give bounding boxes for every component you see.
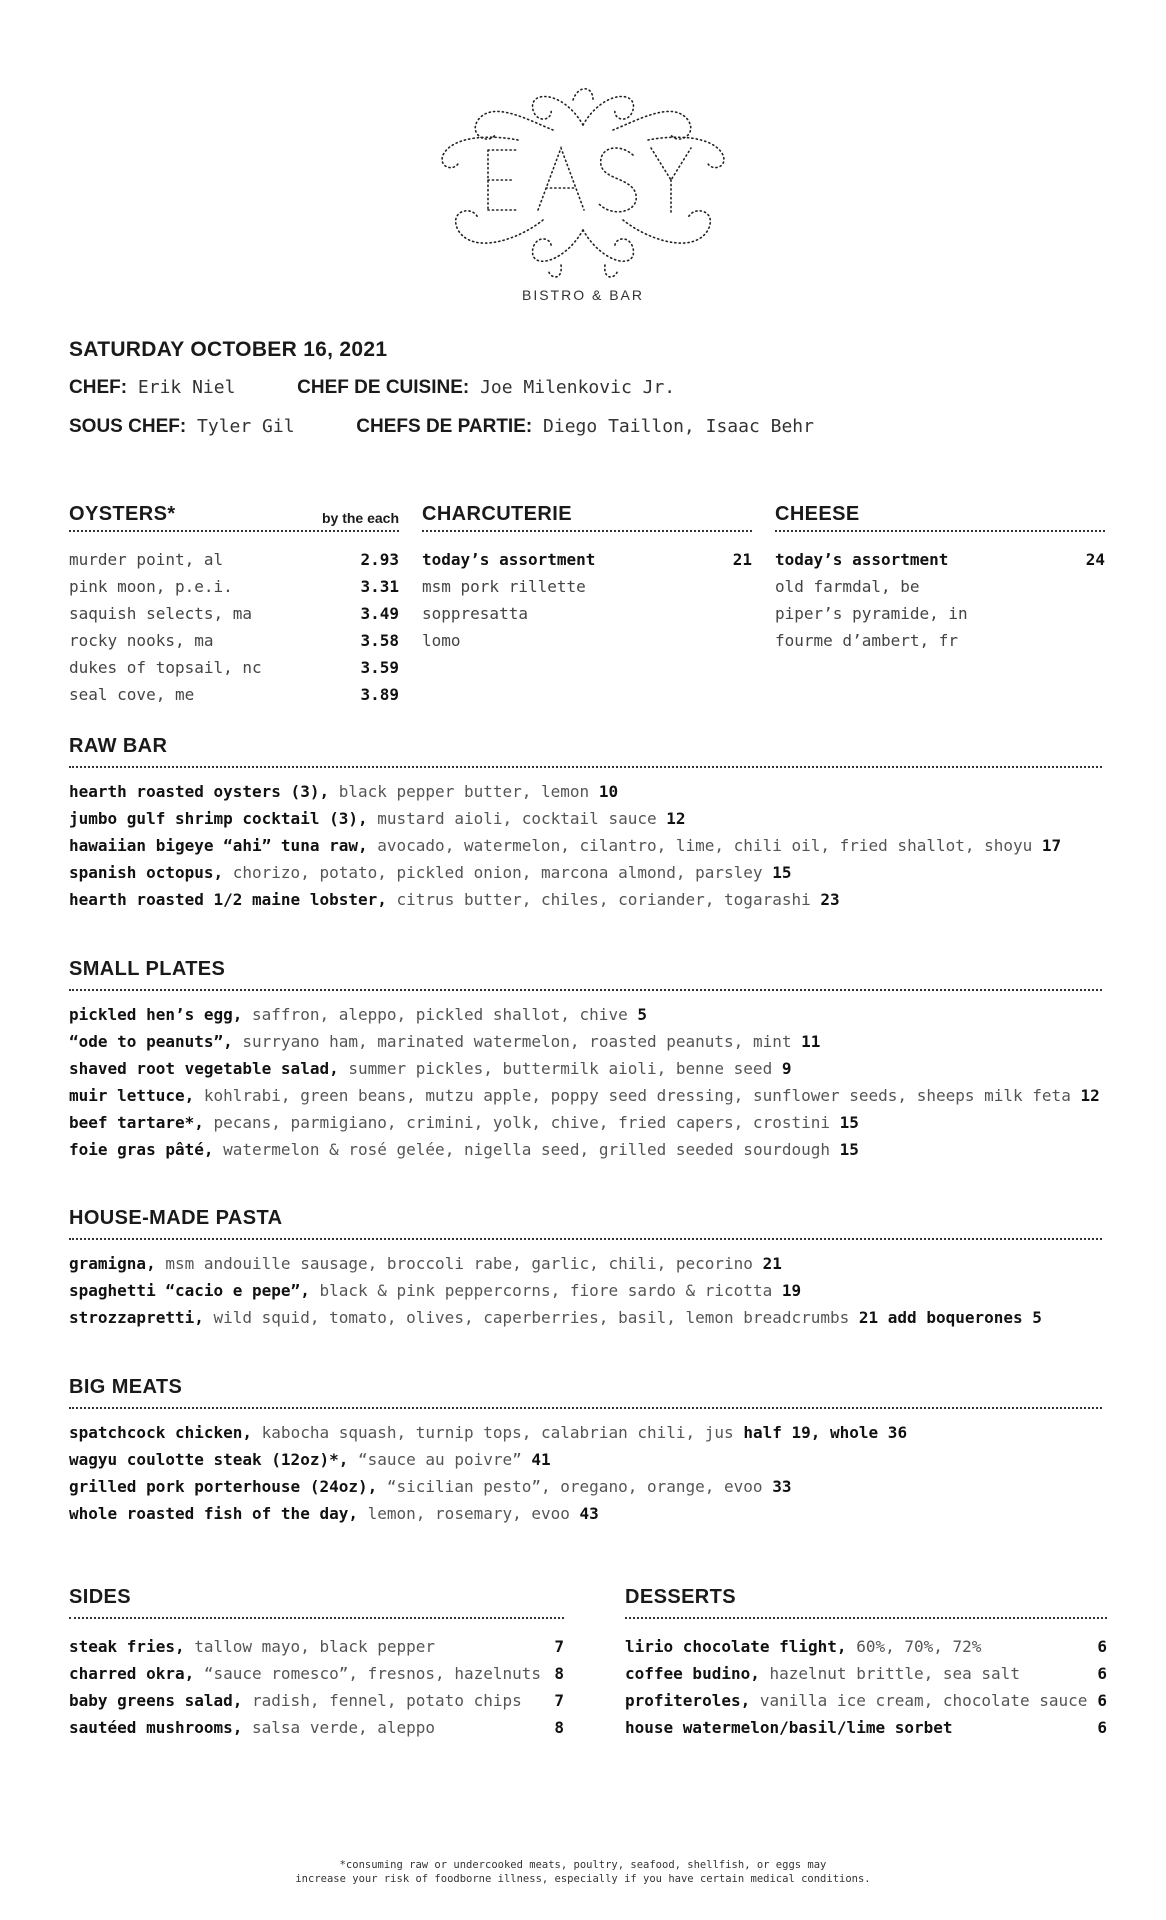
menu-item: [69, 1028, 1102, 1055]
list-item: [69, 627, 399, 654]
item-name: piper’s pyramide, in: [775, 604, 968, 623]
menu-item: [69, 1055, 1102, 1082]
dish-text: [625, 1633, 981, 1660]
dish-price: 6: [1097, 1637, 1107, 1656]
list-item: [69, 600, 399, 627]
raw-bar-section: [69, 735, 1102, 913]
staff-name: Tyler Gil: [197, 416, 295, 437]
disclaimer-line: increase your risk of foodborne illness, especially if you have certain medical conditions.: [295, 1873, 871, 1885]
list-item: [422, 573, 752, 600]
dish-price: 21: [762, 1254, 782, 1273]
item-price: 24: [1085, 550, 1105, 569]
dish-description: black & pink peppercorns, fiore sardo & ricotta: [309, 1281, 782, 1300]
cheese-list: [775, 546, 1105, 654]
menu-item: [69, 805, 1102, 832]
charcuterie-list: [422, 546, 752, 654]
list-item: [775, 546, 1105, 573]
cheese-section: [775, 503, 1105, 654]
menu-item: [69, 1714, 564, 1741]
menu-item: [69, 1419, 1102, 1446]
menu-item: [625, 1714, 1107, 1741]
menu-date: SATURDAY OCTOBER 16, 2021: [69, 338, 388, 361]
menu-header: [69, 338, 1109, 453]
dish-price: 17: [1041, 836, 1062, 855]
dish-description: “sauce romesco”, fresnos, hazelnuts: [194, 1664, 542, 1683]
dish-description: wild squid, tomato, olives, caperberries, basil, lemon breadcrumbs: [203, 1308, 859, 1327]
item-price: 3.89: [360, 685, 399, 704]
list-item: [422, 600, 752, 627]
dish-text: [625, 1660, 1020, 1687]
menu-item: [69, 1304, 1102, 1331]
dish-description: summer pickles, buttermilk aioli, benne seed: [338, 1059, 782, 1078]
section-title: HOUSE-MADE PASTA: [69, 1207, 283, 1229]
dish-price: 12: [666, 809, 686, 828]
dish-description: citrus butter, chiles, coriander, togarashi: [386, 890, 821, 909]
dish-name: strozzapretti,: [69, 1308, 204, 1327]
dish-description: avocado, watermelon, cilantro, lime, chili oil, fried shallot, shoyu: [367, 836, 1042, 855]
section-title: SMALL PLATES: [69, 958, 226, 980]
menu-item: [69, 1660, 564, 1687]
big-meats-list: [69, 1419, 1102, 1527]
sides-section: [69, 1586, 564, 1741]
dish-name: hearth roasted oysters (3),: [69, 782, 330, 801]
dish-description: msm andouille sausage, broccoli rabe, garlic, chili, pecorino: [155, 1254, 763, 1273]
section-note: by the each: [321, 510, 399, 526]
list-item: [775, 627, 1105, 654]
dish-description: kohlrabi, green beans, mutzu apple, poppy seed dressing, sunflower seeds, sheeps milk feta: [194, 1086, 1081, 1105]
section-title: BIG MEATS: [69, 1376, 183, 1398]
dish-name: muir lettuce,: [69, 1086, 195, 1105]
dish-price: 33: [772, 1477, 792, 1496]
small-plates-list: [69, 1001, 1102, 1163]
dish-price: 21 add boquerones 5: [858, 1308, 1042, 1327]
list-item: [69, 681, 399, 708]
dish-description: pecans, parmigiano, crimini, yolk, chive, fried capers, crostini: [203, 1113, 840, 1132]
menu-item: [69, 1500, 1102, 1527]
section-heading: [775, 503, 1105, 532]
dish-name: profiteroles,: [625, 1691, 751, 1710]
dish-description: radish, fennel, potato chips: [242, 1691, 522, 1710]
dish-name: spanish octopus,: [69, 863, 224, 882]
item-name: seal cove, me: [69, 685, 195, 704]
disclaimer-line: *consuming raw or undercooked meats, poultry, seafood, shellfish, or eggs may: [339, 1859, 827, 1871]
health-disclaimer: [183, 1858, 983, 1886]
item-price: 2.93: [360, 550, 399, 569]
logo: [433, 80, 733, 280]
item-name: dukes of topsail, nc: [69, 658, 262, 677]
item-name: msm pork rillette: [422, 577, 586, 596]
section-heading: [69, 503, 399, 532]
menu-item: [69, 1473, 1102, 1500]
dish-text: [69, 1687, 522, 1714]
staff-line-1: [69, 375, 1109, 401]
item-price: 3.31: [360, 577, 399, 596]
dish-name: shaved root vegetable salad,: [69, 1059, 339, 1078]
dish-name: pickled hen’s egg,: [69, 1005, 243, 1024]
section-title: SIDES: [69, 1586, 132, 1608]
staff-name: Joe Milenkovic Jr.: [480, 377, 676, 398]
section-heading: [69, 1376, 1102, 1409]
dish-name: grilled pork porterhouse (24oz),: [69, 1477, 378, 1496]
dish-price: 43: [579, 1504, 599, 1523]
dish-description: tallow mayo, black pepper: [184, 1637, 436, 1656]
section-title: OYSTERS*: [69, 503, 176, 525]
dish-price: 6: [1097, 1691, 1107, 1710]
dish-description: chorizo, potato, pickled onion, marcona almond, parsley: [223, 863, 773, 882]
section-heading: [422, 503, 752, 532]
dish-name: hearth roasted 1/2 maine lobster,: [69, 890, 387, 909]
staff-name: Diego Taillon, Isaac Behr: [543, 416, 814, 437]
list-item: [775, 573, 1105, 600]
dish-price: 23: [820, 890, 840, 909]
item-name: pink moon, p.e.i.: [69, 577, 233, 596]
item-name: rocky nooks, ma: [69, 631, 214, 650]
dish-name: gramigna,: [69, 1254, 156, 1273]
menu-item: [625, 1633, 1107, 1660]
dish-description: lemon, rosemary, evoo: [357, 1504, 580, 1523]
dish-price: 5: [637, 1005, 647, 1024]
pasta-section: [69, 1207, 1102, 1331]
logo-emblem: [433, 80, 733, 280]
item-price: 3.58: [360, 631, 399, 650]
list-item: [422, 627, 752, 654]
dish-text: [69, 1660, 541, 1687]
dish-name: baby greens salad,: [69, 1691, 243, 1710]
dish-name: foie gras pâté,: [69, 1140, 214, 1159]
item-price: 3.59: [360, 658, 399, 677]
staff-line-2: [69, 414, 1109, 440]
dish-price: 19: [781, 1281, 802, 1300]
dish-name: sautéed mushrooms,: [69, 1718, 243, 1737]
section-heading: [625, 1586, 1107, 1619]
dish-description: “sauce au poivre”: [348, 1450, 532, 1469]
sides-list: [69, 1633, 564, 1741]
dish-description: 60%, 70%, 72%: [846, 1637, 982, 1656]
desserts-section: [625, 1586, 1107, 1741]
dish-description: saffron, aleppo, pickled shallot, chive: [242, 1005, 638, 1024]
dish-price: half 19, whole 36: [743, 1423, 908, 1442]
raw-bar-list: [69, 778, 1102, 913]
dish-text: [69, 1714, 435, 1741]
menu-item: [69, 1633, 564, 1660]
dish-price: 41: [531, 1450, 551, 1469]
section-heading: [69, 958, 1102, 991]
dish-price: 9: [781, 1059, 792, 1078]
menu-item: [69, 778, 1102, 805]
menu-item: [69, 1446, 1102, 1473]
dish-name: jumbo gulf shrimp cocktail (3),: [69, 809, 368, 828]
dish-description: watermelon & rosé gelée, nigella seed, grilled seeded sourdough: [213, 1140, 840, 1159]
dish-price: 11: [801, 1032, 821, 1051]
menu-item: [625, 1687, 1107, 1714]
dish-name: lirio chocolate flight,: [625, 1637, 847, 1656]
dish-name: spaghetti “cacio e pepe”,: [69, 1281, 310, 1300]
item-name: fourme d’ambert, fr: [775, 631, 959, 650]
staff-role: CHEFS DE PARTIE:: [356, 416, 533, 437]
staff-name: Erik Niel: [137, 377, 236, 398]
dish-name: spatchcock chicken,: [69, 1423, 253, 1442]
dish-name: steak fries,: [69, 1637, 185, 1656]
dish-price: 8: [554, 1664, 564, 1683]
logo-tagline: BISTRO & BAR: [521, 287, 645, 303]
dish-price: 6: [1097, 1664, 1107, 1683]
dish-description: “sicilian pesto”, oregano, orange, evoo: [377, 1477, 773, 1496]
menu-item: [69, 1109, 1102, 1136]
item-price: 21: [732, 550, 752, 569]
dish-description: mustard aioli, cocktail sauce: [367, 809, 667, 828]
dish-price: 10: [598, 782, 619, 801]
item-name: old farmdal, be: [775, 577, 920, 596]
dish-name: house watermelon/basil/lime sorbet: [625, 1718, 953, 1737]
big-meats-section: [69, 1376, 1102, 1527]
list-item: [422, 546, 752, 573]
section-title: DESSERTS: [625, 1586, 737, 1608]
menu-item: [69, 859, 1102, 886]
dish-name: hawaiian bigeye “ahi” tuna raw,: [69, 836, 368, 855]
pasta-list: [69, 1250, 1102, 1331]
dish-text: [625, 1687, 1087, 1714]
dish-price: 7: [554, 1637, 564, 1656]
dish-description: kabocha squash, turnip tops, calabrian chili, jus: [252, 1423, 744, 1442]
dish-name: “ode to peanuts”,: [69, 1032, 233, 1051]
item-name: today’s assortment: [775, 550, 949, 569]
dish-description: salsa verde, aleppo: [242, 1718, 436, 1737]
menu-item: [69, 1277, 1102, 1304]
dish-price: 7: [554, 1691, 564, 1710]
dish-price: 12: [1080, 1086, 1100, 1105]
menu-item: [69, 1001, 1102, 1028]
list-item: [775, 600, 1105, 627]
menu-item: [69, 1136, 1102, 1163]
menu-item: [69, 832, 1102, 859]
small-plates-section: [69, 958, 1102, 1163]
list-item: [69, 573, 399, 600]
staff-role: SOUS CHEF:: [69, 416, 187, 437]
dish-name: coffee budino,: [625, 1664, 760, 1683]
menu-item: [69, 1687, 564, 1714]
menu-item: [69, 886, 1102, 913]
dish-name: charred okra,: [69, 1664, 195, 1683]
menu-item: [69, 1250, 1102, 1277]
item-name: murder point, al: [69, 550, 224, 569]
item-name: today’s assortment: [422, 550, 596, 569]
dish-name: wagyu coulotte steak (12oz)*,: [69, 1450, 349, 1469]
item-price: 3.49: [360, 604, 399, 623]
section-heading: [69, 1586, 564, 1619]
oysters-section: [69, 503, 399, 708]
menu-item: [625, 1660, 1107, 1687]
dish-price: 6: [1097, 1718, 1107, 1737]
dish-description: hazelnut brittle, sea salt: [759, 1664, 1020, 1683]
staff-role: CHEF:: [69, 377, 128, 398]
item-name: saquish selects, ma: [69, 604, 253, 623]
item-name: soppresatta: [422, 604, 528, 623]
dish-description: vanilla ice cream, chocolate sauce: [750, 1691, 1088, 1710]
dish-description: black pepper butter, lemon: [329, 782, 599, 801]
desserts-list: [625, 1633, 1107, 1741]
section-heading: [69, 1207, 1102, 1240]
dish-price: 15: [839, 1140, 859, 1159]
dish-name: whole roasted fish of the day,: [69, 1504, 358, 1523]
dish-name: beef tartare*,: [69, 1113, 204, 1132]
staff-role: CHEF DE CUISINE:: [297, 377, 470, 398]
dish-text: [69, 1633, 435, 1660]
section-title: RAW BAR: [69, 735, 168, 757]
dish-text: [625, 1714, 953, 1741]
list-item: [69, 546, 399, 573]
dish-price: 15: [839, 1113, 859, 1132]
list-item: [69, 654, 399, 681]
dish-description: surryano ham, marinated watermelon, roasted peanuts, mint: [232, 1032, 802, 1051]
oyster-list: [69, 546, 399, 708]
item-name: lomo: [422, 631, 461, 650]
dish-price: 15: [772, 863, 792, 882]
section-heading: [69, 735, 1102, 768]
menu-item: [69, 1082, 1102, 1109]
charcuterie-section: [422, 503, 752, 654]
dish-price: 8: [554, 1718, 564, 1737]
section-title: CHEESE: [775, 503, 860, 525]
section-title: CHARCUTERIE: [422, 503, 572, 525]
